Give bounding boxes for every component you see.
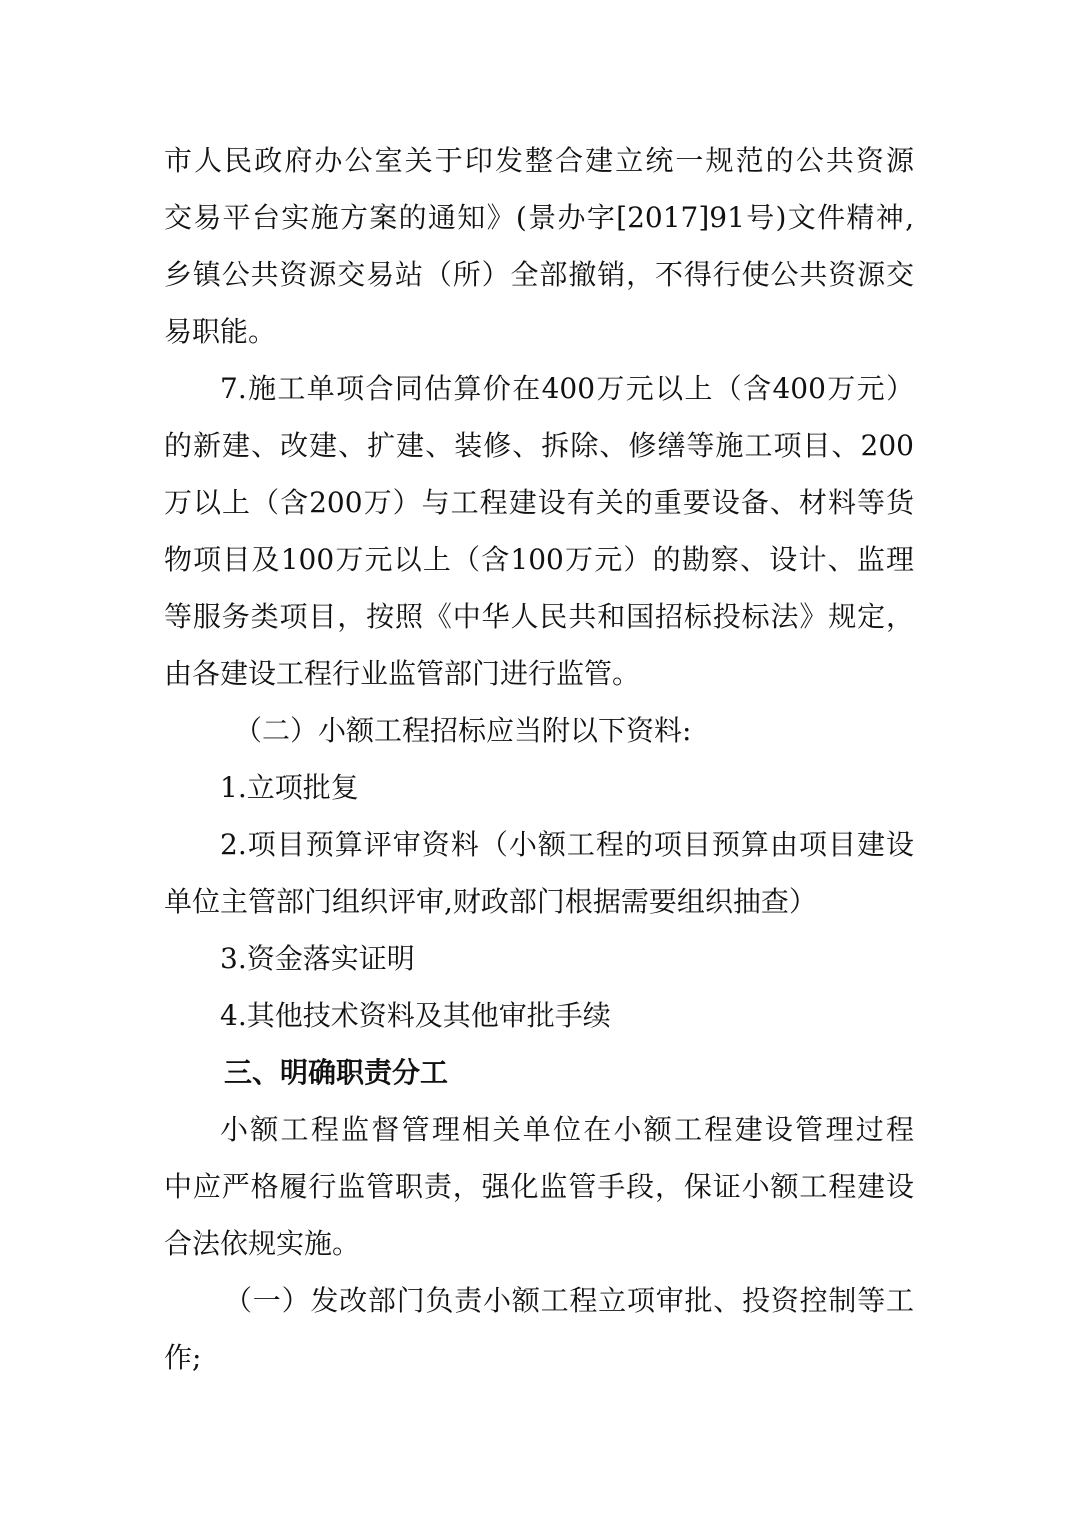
paragraph-line: 中应严格履行监管职责，强化监管手段，保证小额工程建设 bbox=[164, 1170, 914, 1203]
paragraph-line: 易职能。 bbox=[164, 315, 277, 348]
section-heading: 三、明确职责分工 bbox=[224, 1056, 449, 1089]
paragraph-line: （一）发改部门负责小额工程立项审批、投资控制等工 bbox=[224, 1284, 914, 1317]
paragraph-line: 合法依规实施。 bbox=[164, 1227, 361, 1260]
paragraph-line: 乡镇公共资源交易站（所）全部撤销，不得行使公共资源交 bbox=[164, 258, 914, 291]
list-item: 1.立项批复 bbox=[220, 771, 359, 804]
paragraph-line: 的新建、改建、扩建、装修、拆除、修缮等施工项目、200 bbox=[164, 429, 914, 462]
paragraph-line: 物项目及100万元以上（含100万元）的勘察、设计、监理 bbox=[164, 543, 914, 576]
list-item: 4.其他技术资料及其他审批手续 bbox=[220, 999, 611, 1032]
paragraph-line: 作; bbox=[164, 1341, 202, 1374]
paragraph-line: 万以上（含200万）与工程建设有关的重要设备、材料等货 bbox=[164, 486, 914, 519]
list-item: 2.项目预算评审资料（小额工程的项目预算由项目建设 bbox=[220, 828, 914, 861]
paragraph-line: 市人民政府办公室关于印发整合建立统一规范的公共资源 bbox=[164, 144, 914, 177]
paragraph-line: 由各建设工程行业监管部门进行监管。 bbox=[164, 657, 641, 690]
subheading: （二）小额工程招标应当附以下资料: bbox=[234, 714, 692, 747]
paragraph-line: 交易平台实施方案的通知》(景办字[2017]91号)文件精神, bbox=[164, 201, 914, 234]
list-item-continuation: 单位主管部门组织评审,财政部门根据需要组织抽查） bbox=[164, 885, 817, 918]
paragraph-line: 7.施工单项合同估算价在400万元以上（含400万元） bbox=[220, 372, 914, 405]
list-item: 3.资金落实证明 bbox=[220, 942, 415, 975]
paragraph-line: 等服务类项目，按照《中华人民共和国招标投标法》规定， bbox=[164, 600, 914, 633]
paragraph-line: 小额工程监督管理相关单位在小额工程建设管理过程 bbox=[220, 1113, 914, 1146]
